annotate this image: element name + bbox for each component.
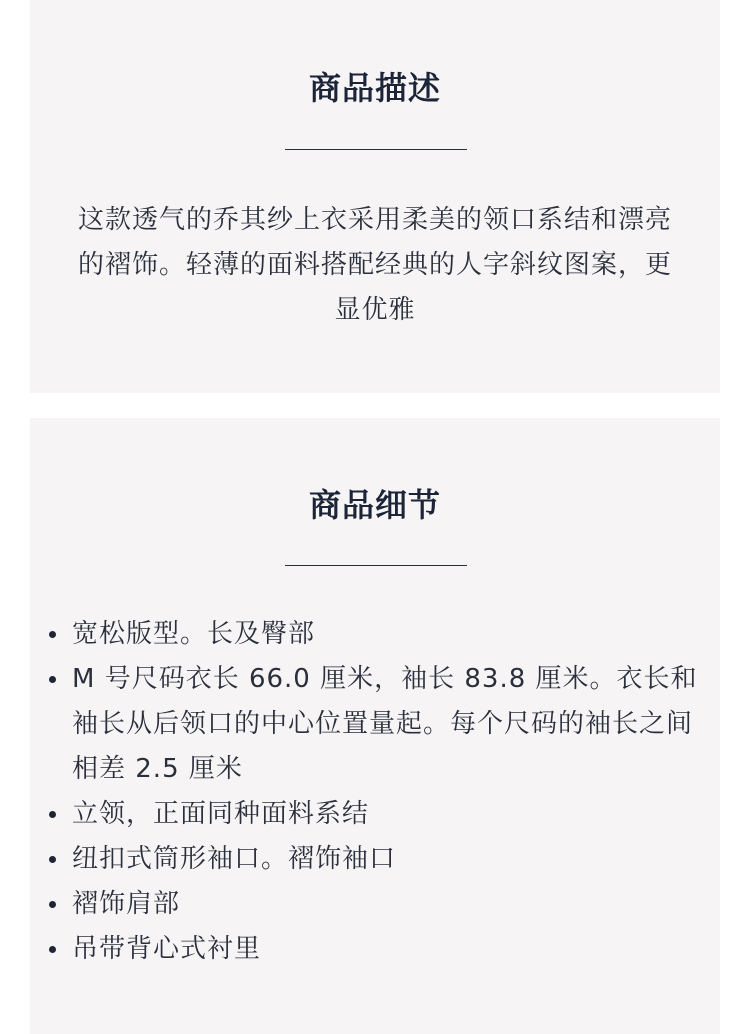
detail-text: 宽松版型。长及臀部 — [72, 619, 316, 649]
detail-text: 褶饰肩部 — [72, 889, 181, 919]
detail-text: M 号尺码衣长 66.0 厘米，袖长 83.8 厘米。衣长和袖长从后领口的中心位置量起。每个尺码的袖长之间相差 2.5 厘米 — [72, 664, 698, 784]
details-list — [72, 612, 702, 972]
list-item — [72, 882, 702, 927]
detail-text: 纽扣式筒形袖口。褶饰袖口 — [72, 844, 397, 874]
description-divider — [285, 149, 467, 150]
bullet-icon — [49, 856, 56, 863]
product-details-card — [30, 418, 720, 1034]
description-title: 商品描述 — [308, 69, 441, 107]
bullet-icon — [49, 946, 56, 953]
bullet-icon — [49, 901, 56, 908]
list-item — [72, 837, 702, 882]
product-description-card — [30, 0, 720, 393]
bullet-icon — [49, 811, 56, 818]
list-item — [72, 927, 702, 972]
details-divider — [285, 565, 467, 566]
detail-text: 吊带背心式衬里 — [72, 934, 262, 964]
list-item — [72, 657, 702, 792]
bullet-icon — [49, 631, 56, 638]
description-text: 这款透气的乔其纱上衣采用柔美的领口系结和漂亮的褶饰。轻薄的面料搭配经典的人字斜纹图案，更显优雅 — [77, 205, 672, 325]
detail-text: 立领，正面同种面料系结 — [72, 799, 370, 829]
list-item — [72, 612, 702, 657]
details-title: 商品细节 — [308, 486, 441, 524]
list-item — [72, 792, 702, 837]
bullet-icon — [49, 676, 56, 683]
